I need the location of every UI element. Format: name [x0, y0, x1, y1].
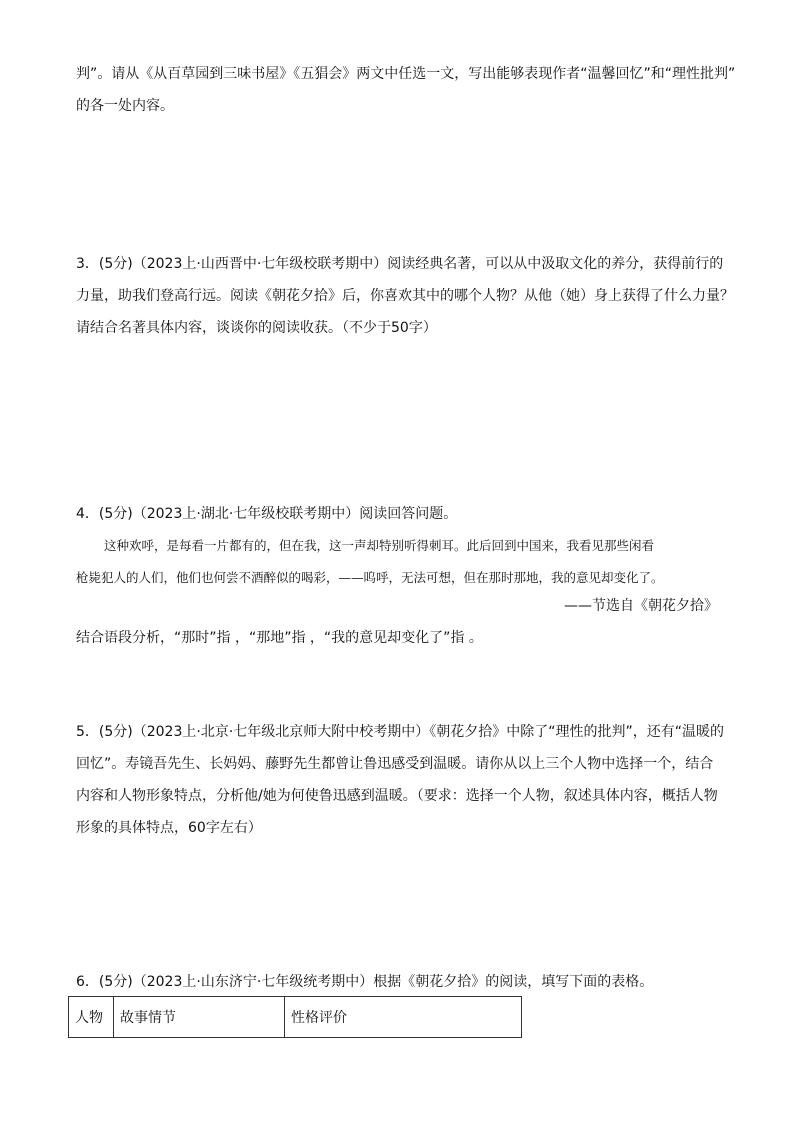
text-line: 6．(5分)（2023上·山东济宁·七年级统考期中）根据《朝花夕拾》的阅读，填写下面的表格。 — [76, 974, 654, 990]
table-header-cell: 故事情节 — [114, 997, 285, 1038]
question-4-header — [76, 498, 726, 530]
text-line: 4．(5分)（2023上·湖北·七年级校联考期中）阅读回答问题。 — [76, 506, 458, 522]
question-3 — [76, 248, 734, 344]
question-6-header — [76, 966, 726, 998]
table-header-cell: 性格评价 — [285, 997, 522, 1038]
text-line: 回忆”。寿镜吾先生、长妈妈、藤野先生都曾让鲁迅感受到温暖。请你从以上三个人物中选择一个，结合 — [76, 756, 714, 772]
table-header-cell: 人物 — [69, 997, 114, 1038]
text-line: 判”。请从《从百草园到三味书屋》《五猖会》两文中任选一文，写出能够表现作者“温馨回忆”和“理性批判” — [76, 66, 736, 82]
question-4-excerpt — [76, 530, 728, 594]
excerpt-source: ——节选自《朝花夕拾》 — [564, 598, 718, 614]
question-2-continuation — [76, 58, 736, 122]
text-line: 请结合名著具体内容，谈谈你的阅读收获。（不少于50字） — [76, 320, 437, 336]
excerpt-line: 枪毙犯人的人们，他们也何尝不酒醉似的喝彩，——呜呼，无法可想，但在那时那地，我的意见却变化了。 — [76, 570, 664, 585]
excerpt-line: 这种欢呼，是每看一片都有的，但在我，这一声却特别听得刺耳。此后回到中国来，我看见那些闲看 — [104, 538, 655, 553]
text-line: 3．(5分)（2023上·山西晋中·七年级校联考期中）阅读经典名著，可以从中汲取文化的养分，获得前行的 — [76, 256, 724, 272]
question-4-prompt — [76, 622, 726, 654]
text-line: 结合语段分析，“那时”指 ，“那地”指 ，“我的意见却变化了”指 。 — [76, 630, 483, 646]
text-line: 5．(5分)（2023上·北京·七年级北京师大附中校考期中）《朝花夕拾》中除了“理性的批判”，还有“温暖的 — [76, 724, 725, 740]
table-row — [69, 997, 522, 1038]
text-line: 内容和人物形象特点，分析他/她为何使鲁迅感到温暖。（要求：选择一个人物，叙述具体内容，概括人物 — [76, 788, 718, 804]
question-5 — [76, 716, 726, 844]
text-line: 力量，助我们登高行远。阅读《朝花夕拾》后，你喜欢其中的哪个人物？从他（她）身上获得了什么力量？ — [76, 288, 734, 304]
answer-table — [68, 996, 522, 1038]
text-line: 形象的具体特点，60字左右） — [76, 820, 262, 836]
text-line: 的各一处内容。 — [76, 98, 174, 114]
